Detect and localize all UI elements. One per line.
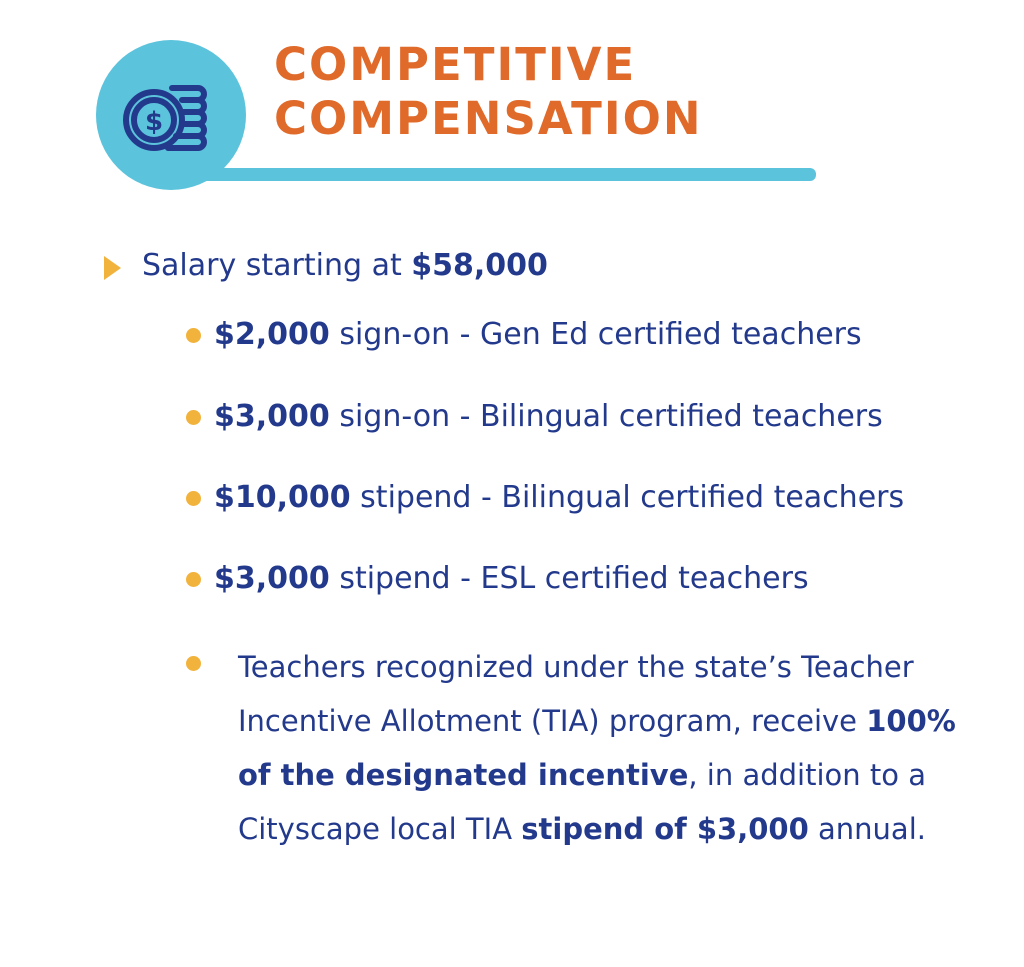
title-line-2: COMPENSATION <box>274 92 703 145</box>
list-item-text <box>214 557 809 601</box>
salary-text <box>142 244 548 288</box>
list-item-text <box>214 395 883 439</box>
bonus-description: sign-on - Gen Ed certified teachers <box>329 317 862 352</box>
bonus-amount: $10,000 <box>214 480 351 515</box>
header-underline <box>168 168 816 181</box>
triangle-bullet-icon <box>104 256 121 280</box>
list-item-text <box>214 313 862 357</box>
bonus-amount: $3,000 <box>214 561 330 596</box>
bullet-dot-icon <box>186 572 201 587</box>
bonus-description: sign-on - Bilingual certified teachers <box>329 399 883 434</box>
money-coins-icon <box>120 78 215 158</box>
tia-text-part-1: Teachers recognized under the state’s Teacher Incentive Allotment (TIA) program, receive <box>238 650 914 738</box>
bonus-amount: $3,000 <box>214 399 330 434</box>
page-title <box>274 38 703 146</box>
salary-prefix: Salary starting at <box>142 248 412 283</box>
bonus-description: stipend - ESL certified teachers <box>329 561 809 596</box>
tia-text-part-2: , in addition to a Cityscape local TIA <box>238 758 926 846</box>
title-line-1: COMPETITIVE <box>274 38 637 91</box>
tia-text <box>238 640 978 856</box>
bullet-dot-icon <box>186 410 201 425</box>
bullet-dot-icon <box>186 656 201 671</box>
bonus-amount: $2,000 <box>214 317 330 352</box>
tia-text-part-3: annual. <box>808 812 926 846</box>
tia-highlight-stipend: stipend of $3,000 <box>521 812 809 846</box>
bullet-dot-icon <box>186 491 201 506</box>
svg-text:$: $ <box>144 107 164 137</box>
bonus-description: stipend - Bilingual certified teachers <box>350 480 905 515</box>
salary-amount: $58,000 <box>411 248 548 283</box>
list-item-text <box>214 476 904 520</box>
bullet-dot-icon <box>186 328 201 343</box>
tia-highlight-incentive: 100% of the designated incentive <box>238 704 956 792</box>
